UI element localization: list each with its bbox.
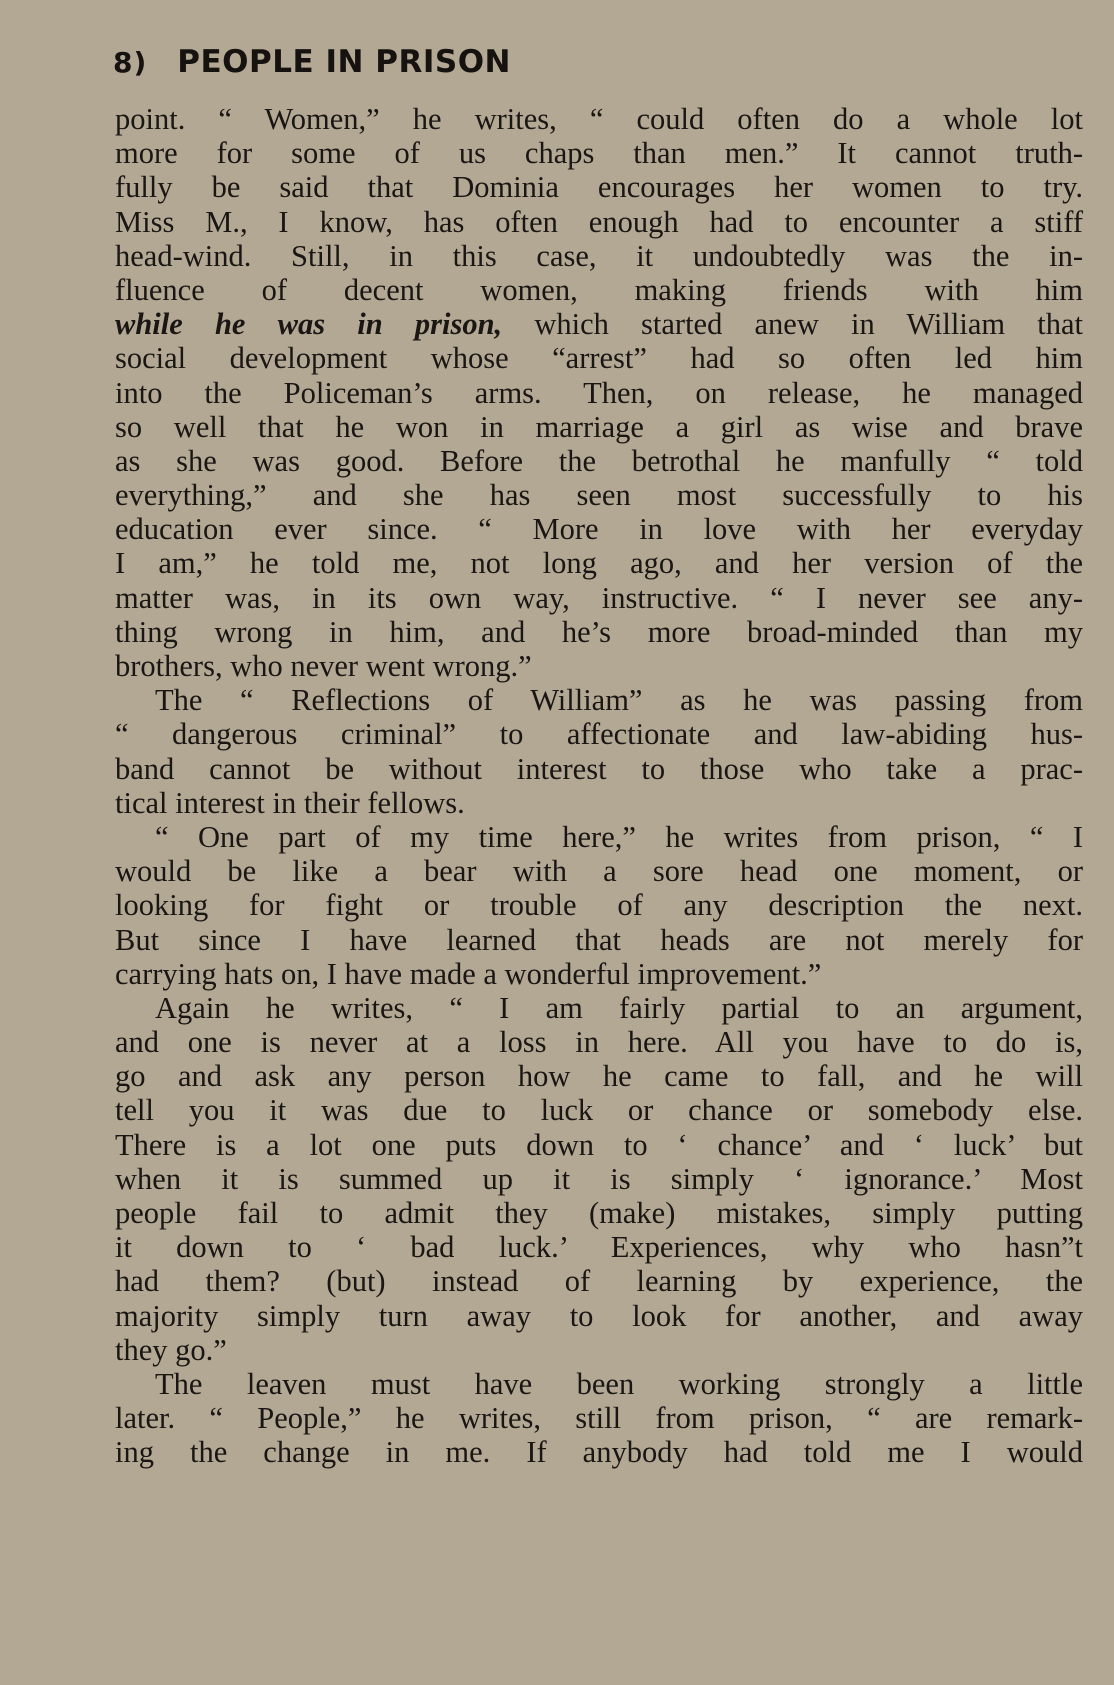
line-text: head-wind. Still, in this case, it undoubtedly was the in- (115, 238, 1083, 273)
text-line (115, 1401, 1083, 1435)
page-number: 8) (113, 46, 148, 79)
text-line (115, 102, 1083, 136)
line-text: majority simply turn away to look for another, and away (115, 1298, 1083, 1333)
text-line (115, 341, 1083, 375)
text-line (115, 1025, 1083, 1059)
line-text: “ One part of my time here,” he writes from prison, “ I (155, 819, 1083, 854)
line-text: everything,” and she has seen most successfully to his (115, 478, 1083, 513)
text-line (115, 478, 1083, 512)
line-text: when it is summed up it is simply ‘ ignorance.’ Most (115, 1161, 1083, 1196)
line-text: social development whose “arrest” had so often led him (115, 341, 1083, 376)
line-text: There is a lot one puts down to ‘ chance’ and ‘ luck’ but (115, 1127, 1083, 1162)
text-line (115, 376, 1083, 410)
text-line (115, 991, 1083, 1025)
line-text: so well that he won in marriage a girl as wise and brave (115, 409, 1083, 444)
line-text: it down to ‘ bad luck.’ Experiences, why who hasn”t (115, 1230, 1083, 1265)
line-text: Miss M., I know, has often enough had to encounter a stiff (115, 204, 1083, 239)
text-line (115, 854, 1083, 888)
text-line (115, 205, 1083, 239)
line-text: point. “ Women,” he writes, “ could often do a whole lot (115, 102, 1083, 136)
text-line (115, 786, 1083, 820)
text-line (115, 1162, 1083, 1196)
line-text: fully be said that Dominia encourages her women to try. (115, 170, 1083, 205)
line-text: tical interest in their fellows. (115, 785, 465, 820)
text-line (115, 957, 1083, 991)
text-line (115, 1196, 1083, 1230)
text-line (115, 1435, 1083, 1469)
text-line (115, 444, 1083, 478)
text-line (115, 820, 1083, 854)
text-line (115, 1333, 1083, 1367)
line-text: Again he writes, “ I am fairly partial to an argument, (155, 990, 1083, 1025)
line-text: I am,” he told me, not long ago, and her version of the (115, 546, 1083, 581)
line-text: matter was, in its own way, instructive. “ I never see any- (115, 580, 1083, 615)
line-text: education ever since. “ More in love with her everyday (115, 512, 1083, 547)
line-text: But since I have learned that heads are not merely for (115, 922, 1083, 957)
text-line (115, 1230, 1083, 1264)
text-line (115, 1264, 1083, 1298)
text-line (115, 615, 1083, 649)
line-text: thing wrong in him, and he’s more broad-minded than my (115, 614, 1083, 649)
text-line (115, 1367, 1083, 1401)
line-text: The “ Reflections of William” as he was passing from (155, 683, 1083, 718)
text-line (115, 649, 1083, 683)
line-text: band cannot be without interest to those who take a prac- (115, 751, 1083, 786)
text-line (115, 239, 1083, 273)
text-line (115, 1299, 1083, 1333)
line-text: tell you it was due to luck or chance or somebody else. (115, 1093, 1083, 1128)
running-title: PEOPLE IN PRISON (177, 44, 511, 80)
line-text: ing the change in me. If anybody had told me I would (115, 1435, 1083, 1470)
text-line (115, 717, 1083, 751)
line-text: into the Policeman’s arms. Then, on release, he managed (115, 375, 1083, 410)
line-text: as she was good. Before the betrothal he manfully “ told (115, 443, 1083, 478)
text-line (115, 512, 1083, 546)
text-line (115, 410, 1083, 444)
line-text: fluence of decent women, making friends with him (115, 272, 1083, 307)
text-line (115, 1059, 1083, 1093)
line-text: go and ask any person how he came to fall, and he will (115, 1059, 1083, 1094)
text-line (115, 136, 1083, 170)
text-line (115, 546, 1083, 580)
text-line (115, 581, 1083, 615)
italic-phrase: while he was in prison, (115, 307, 503, 342)
text-line (115, 752, 1083, 786)
line-text: brothers, who never went wrong.” (115, 649, 532, 683)
text-line (115, 1128, 1083, 1162)
line-text: The leaven must have been working strongly a little (155, 1366, 1083, 1401)
text-line (115, 888, 1083, 922)
text-line (115, 170, 1083, 204)
body-text (115, 102, 1083, 1470)
page-header (113, 44, 511, 84)
line-text: looking for fight or trouble of any description the next. (115, 888, 1083, 923)
line-text: had them? (but) instead of learning by experience, the (115, 1264, 1083, 1299)
line-text: later. “ People,” he writes, still from prison, “ are remark- (115, 1401, 1083, 1436)
line-text: which started anew in William that (502, 307, 1083, 342)
line-text: would be like a bear with a sore head one moment, or (115, 854, 1083, 889)
text-line (115, 307, 1083, 341)
line-text: “ dangerous criminal” to affectionate and law-abiding hus- (115, 717, 1083, 752)
text-line (115, 923, 1083, 957)
line-text: more for some of us chaps than men.” It cannot truth- (115, 136, 1083, 171)
line-text: people fail to admit they (make) mistakes, simply putting (115, 1196, 1083, 1230)
line-text: and one is never at a loss in here. All you have to do is, (115, 1025, 1083, 1060)
text-line (115, 273, 1083, 307)
line-text: carrying hats on, I have made a wonderful improvement.” (115, 956, 822, 991)
text-line (115, 683, 1083, 717)
line-text: they go.” (115, 1332, 227, 1367)
text-line (115, 1093, 1083, 1127)
